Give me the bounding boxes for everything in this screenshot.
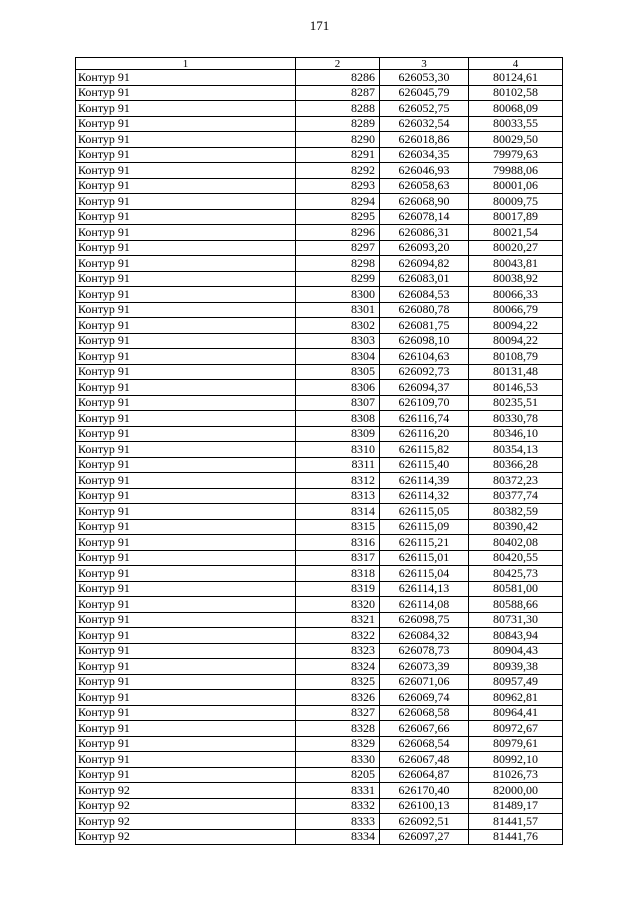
point-number-cell: 8333	[296, 814, 380, 830]
table-row	[76, 225, 563, 241]
x-coordinate-cell: 626098,75	[380, 612, 469, 628]
x-coordinate-cell: 626109,70	[380, 395, 469, 411]
contour-name-cell: Контур 91	[76, 302, 296, 318]
point-number-cell: 8292	[296, 163, 380, 179]
contour-name-cell: Контур 91	[76, 287, 296, 303]
y-coordinate-cell: 80588,66	[469, 597, 563, 613]
y-coordinate-cell: 80017,89	[469, 209, 563, 225]
x-coordinate-cell: 626114,32	[380, 488, 469, 504]
point-number-cell: 8296	[296, 225, 380, 241]
table-header	[76, 58, 563, 70]
contour-name-cell: Контур 91	[76, 147, 296, 163]
y-coordinate-cell: 80033,55	[469, 116, 563, 132]
contour-name-cell: Контур 91	[76, 519, 296, 535]
coordinates-table	[75, 57, 563, 845]
point-number-cell: 8315	[296, 519, 380, 535]
y-coordinate-cell: 80425,73	[469, 566, 563, 582]
x-coordinate-cell: 626045,79	[380, 85, 469, 101]
column-header-3: 3	[380, 58, 469, 70]
table-row	[76, 535, 563, 551]
point-number-cell: 8323	[296, 643, 380, 659]
table-row	[76, 519, 563, 535]
point-number-cell: 8313	[296, 488, 380, 504]
x-coordinate-cell: 626097,27	[380, 829, 469, 845]
y-coordinate-cell: 80366,28	[469, 457, 563, 473]
contour-name-cell: Контур 91	[76, 178, 296, 194]
column-header-1: 1	[76, 58, 296, 70]
table-row	[76, 690, 563, 706]
x-coordinate-cell: 626115,01	[380, 550, 469, 566]
contour-name-cell: Контур 91	[76, 628, 296, 644]
x-coordinate-cell: 626116,74	[380, 411, 469, 427]
table-row	[76, 411, 563, 427]
point-number-cell: 8324	[296, 659, 380, 675]
point-number-cell: 8314	[296, 504, 380, 520]
y-coordinate-cell: 81441,57	[469, 814, 563, 830]
y-coordinate-cell: 80402,08	[469, 535, 563, 551]
x-coordinate-cell: 626071,06	[380, 674, 469, 690]
point-number-cell: 8327	[296, 705, 380, 721]
x-coordinate-cell: 626058,63	[380, 178, 469, 194]
header-row	[76, 58, 563, 70]
table-row	[76, 287, 563, 303]
point-number-cell: 8300	[296, 287, 380, 303]
y-coordinate-cell: 80377,74	[469, 488, 563, 504]
x-coordinate-cell: 626115,40	[380, 457, 469, 473]
x-coordinate-cell: 626114,39	[380, 473, 469, 489]
table-row	[76, 581, 563, 597]
contour-name-cell: Контур 91	[76, 194, 296, 210]
point-number-cell: 8317	[296, 550, 380, 566]
contour-name-cell: Контур 91	[76, 504, 296, 520]
y-coordinate-cell: 80068,09	[469, 101, 563, 117]
point-number-cell: 8312	[296, 473, 380, 489]
table-row	[76, 163, 563, 179]
contour-name-cell: Контур 91	[76, 333, 296, 349]
table-row	[76, 798, 563, 814]
table-row	[76, 85, 563, 101]
y-coordinate-cell: 80131,48	[469, 364, 563, 380]
x-coordinate-cell: 626116,20	[380, 426, 469, 442]
point-number-cell: 8290	[296, 132, 380, 148]
y-coordinate-cell: 80108,79	[469, 349, 563, 365]
contour-name-cell: Контур 91	[76, 535, 296, 551]
table-row	[76, 814, 563, 830]
x-coordinate-cell: 626098,10	[380, 333, 469, 349]
y-coordinate-cell: 80102,58	[469, 85, 563, 101]
table-row	[76, 457, 563, 473]
x-coordinate-cell: 626094,82	[380, 256, 469, 272]
table-row	[76, 194, 563, 210]
x-coordinate-cell: 626084,32	[380, 628, 469, 644]
x-coordinate-cell: 626018,86	[380, 132, 469, 148]
contour-name-cell: Контур 91	[76, 101, 296, 117]
table-row	[76, 643, 563, 659]
point-number-cell: 8293	[296, 178, 380, 194]
x-coordinate-cell: 626032,54	[380, 116, 469, 132]
y-coordinate-cell: 81489,17	[469, 798, 563, 814]
y-coordinate-cell: 80979,61	[469, 736, 563, 752]
table-row	[76, 302, 563, 318]
table-body	[76, 70, 563, 845]
y-coordinate-cell: 80066,79	[469, 302, 563, 318]
y-coordinate-cell: 79979,63	[469, 147, 563, 163]
contour-name-cell: Контур 91	[76, 597, 296, 613]
point-number-cell: 8316	[296, 535, 380, 551]
table-row	[76, 364, 563, 380]
table-row	[76, 783, 563, 799]
point-number-cell: 8328	[296, 721, 380, 737]
y-coordinate-cell: 80731,30	[469, 612, 563, 628]
x-coordinate-cell: 626053,30	[380, 70, 469, 86]
y-coordinate-cell: 80124,61	[469, 70, 563, 86]
table-row	[76, 488, 563, 504]
y-coordinate-cell: 80094,22	[469, 333, 563, 349]
table-row	[76, 209, 563, 225]
contour-name-cell: Контур 91	[76, 488, 296, 504]
x-coordinate-cell: 626092,73	[380, 364, 469, 380]
point-number-cell: 8330	[296, 752, 380, 768]
point-number-cell: 8332	[296, 798, 380, 814]
point-number-cell: 8331	[296, 783, 380, 799]
x-coordinate-cell: 626046,93	[380, 163, 469, 179]
contour-name-cell: Контур 91	[76, 566, 296, 582]
point-number-cell: 8288	[296, 101, 380, 117]
table-row	[76, 736, 563, 752]
point-number-cell: 8294	[296, 194, 380, 210]
point-number-cell: 8299	[296, 271, 380, 287]
y-coordinate-cell: 80354,13	[469, 442, 563, 458]
y-coordinate-cell: 80146,53	[469, 380, 563, 396]
contour-name-cell: Контур 91	[76, 581, 296, 597]
table-row	[76, 767, 563, 783]
y-coordinate-cell: 80420,55	[469, 550, 563, 566]
y-coordinate-cell: 80346,10	[469, 426, 563, 442]
y-coordinate-cell: 80964,41	[469, 705, 563, 721]
contour-name-cell: Контур 91	[76, 395, 296, 411]
point-number-cell: 8326	[296, 690, 380, 706]
point-number-cell: 8307	[296, 395, 380, 411]
x-coordinate-cell: 626078,14	[380, 209, 469, 225]
table-row	[76, 612, 563, 628]
table-row	[76, 256, 563, 272]
table-row	[76, 380, 563, 396]
x-coordinate-cell: 626115,82	[380, 442, 469, 458]
point-number-cell: 8309	[296, 426, 380, 442]
point-number-cell: 8322	[296, 628, 380, 644]
x-coordinate-cell: 626068,54	[380, 736, 469, 752]
table-row	[76, 442, 563, 458]
table-row	[76, 426, 563, 442]
x-coordinate-cell: 626073,39	[380, 659, 469, 675]
contour-name-cell: Контур 92	[76, 798, 296, 814]
y-coordinate-cell: 80029,50	[469, 132, 563, 148]
x-coordinate-cell: 626092,51	[380, 814, 469, 830]
table-row	[76, 271, 563, 287]
x-coordinate-cell: 626100,13	[380, 798, 469, 814]
contour-name-cell: Контур 91	[76, 209, 296, 225]
table-row	[76, 566, 563, 582]
contour-name-cell: Контур 91	[76, 364, 296, 380]
y-coordinate-cell: 80843,94	[469, 628, 563, 644]
contour-name-cell: Контур 91	[76, 643, 296, 659]
x-coordinate-cell: 626115,09	[380, 519, 469, 535]
x-coordinate-cell: 626078,73	[380, 643, 469, 659]
table-row	[76, 597, 563, 613]
x-coordinate-cell: 626081,75	[380, 318, 469, 334]
contour-name-cell: Контур 91	[76, 550, 296, 566]
table-row	[76, 318, 563, 334]
contour-name-cell: Контур 91	[76, 163, 296, 179]
contour-name-cell: Контур 91	[76, 690, 296, 706]
column-header-2: 2	[296, 58, 380, 70]
column-header-4: 4	[469, 58, 563, 70]
y-coordinate-cell: 80904,43	[469, 643, 563, 659]
x-coordinate-cell: 626052,75	[380, 101, 469, 117]
y-coordinate-cell: 80020,27	[469, 240, 563, 256]
contour-name-cell: Контур 91	[76, 318, 296, 334]
point-number-cell: 8305	[296, 364, 380, 380]
y-coordinate-cell: 81441,76	[469, 829, 563, 845]
point-number-cell: 8205	[296, 767, 380, 783]
y-coordinate-cell: 80581,00	[469, 581, 563, 597]
y-coordinate-cell: 80390,42	[469, 519, 563, 535]
x-coordinate-cell: 626115,04	[380, 566, 469, 582]
table-row	[76, 705, 563, 721]
table-row	[76, 240, 563, 256]
y-coordinate-cell: 80094,22	[469, 318, 563, 334]
contour-name-cell: Контур 91	[76, 85, 296, 101]
contour-name-cell: Контур 91	[76, 349, 296, 365]
y-coordinate-cell: 80001,06	[469, 178, 563, 194]
point-number-cell: 8304	[296, 349, 380, 365]
point-number-cell: 8286	[296, 70, 380, 86]
table-row	[76, 132, 563, 148]
x-coordinate-cell: 626034,35	[380, 147, 469, 163]
contour-name-cell: Контур 91	[76, 612, 296, 628]
table-row	[76, 473, 563, 489]
contour-name-cell: Контур 91	[76, 411, 296, 427]
y-coordinate-cell: 80372,23	[469, 473, 563, 489]
contour-name-cell: Контур 92	[76, 783, 296, 799]
y-coordinate-cell: 80066,33	[469, 287, 563, 303]
point-number-cell: 8303	[296, 333, 380, 349]
contour-name-cell: Контур 91	[76, 721, 296, 737]
contour-name-cell: Контур 91	[76, 70, 296, 86]
y-coordinate-cell: 80992,10	[469, 752, 563, 768]
y-coordinate-cell: 80043,81	[469, 256, 563, 272]
point-number-cell: 8295	[296, 209, 380, 225]
table-row	[76, 829, 563, 845]
point-number-cell: 8306	[296, 380, 380, 396]
contour-name-cell: Контур 91	[76, 473, 296, 489]
contour-name-cell: Контур 92	[76, 829, 296, 845]
point-number-cell: 8321	[296, 612, 380, 628]
x-coordinate-cell: 626094,37	[380, 380, 469, 396]
x-coordinate-cell: 626093,20	[380, 240, 469, 256]
point-number-cell: 8297	[296, 240, 380, 256]
contour-name-cell: Контур 92	[76, 814, 296, 830]
point-number-cell: 8334	[296, 829, 380, 845]
x-coordinate-cell: 626067,66	[380, 721, 469, 737]
y-coordinate-cell: 80957,49	[469, 674, 563, 690]
table-row	[76, 674, 563, 690]
contour-name-cell: Контур 91	[76, 736, 296, 752]
table-row	[76, 70, 563, 86]
contour-name-cell: Контур 91	[76, 380, 296, 396]
point-number-cell: 8302	[296, 318, 380, 334]
x-coordinate-cell: 626086,31	[380, 225, 469, 241]
x-coordinate-cell: 626080,78	[380, 302, 469, 318]
table-row	[76, 395, 563, 411]
contour-name-cell: Контур 91	[76, 752, 296, 768]
contour-name-cell: Контур 91	[76, 256, 296, 272]
point-number-cell: 8320	[296, 597, 380, 613]
x-coordinate-cell: 626083,01	[380, 271, 469, 287]
contour-name-cell: Контур 91	[76, 225, 296, 241]
table-row	[76, 147, 563, 163]
x-coordinate-cell: 626069,74	[380, 690, 469, 706]
y-coordinate-cell: 82000,00	[469, 783, 563, 799]
page-number: 171	[309, 18, 330, 33]
point-number-cell: 8301	[296, 302, 380, 318]
contour-name-cell: Контур 91	[76, 271, 296, 287]
y-coordinate-cell: 80962,81	[469, 690, 563, 706]
x-coordinate-cell: 626115,21	[380, 535, 469, 551]
point-number-cell: 8325	[296, 674, 380, 690]
point-number-cell: 8329	[296, 736, 380, 752]
y-coordinate-cell: 80330,78	[469, 411, 563, 427]
x-coordinate-cell: 626104,63	[380, 349, 469, 365]
table-row	[76, 116, 563, 132]
y-coordinate-cell: 80009,75	[469, 194, 563, 210]
x-coordinate-cell: 626170,40	[380, 783, 469, 799]
table-row	[76, 178, 563, 194]
contour-name-cell: Контур 91	[76, 457, 296, 473]
contour-name-cell: Контур 91	[76, 767, 296, 783]
point-number-cell: 8311	[296, 457, 380, 473]
x-coordinate-cell: 626114,08	[380, 597, 469, 613]
table-row	[76, 349, 563, 365]
contour-name-cell: Контур 91	[76, 116, 296, 132]
y-coordinate-cell: 81026,73	[469, 767, 563, 783]
point-number-cell: 8287	[296, 85, 380, 101]
table-row	[76, 628, 563, 644]
table-row	[76, 721, 563, 737]
y-coordinate-cell: 80939,38	[469, 659, 563, 675]
y-coordinate-cell: 80972,67	[469, 721, 563, 737]
point-number-cell: 8310	[296, 442, 380, 458]
table-row	[76, 550, 563, 566]
table-row	[76, 333, 563, 349]
point-number-cell: 8308	[296, 411, 380, 427]
table-row	[76, 504, 563, 520]
contour-name-cell: Контур 91	[76, 659, 296, 675]
point-number-cell: 8319	[296, 581, 380, 597]
point-number-cell: 8318	[296, 566, 380, 582]
point-number-cell: 8289	[296, 116, 380, 132]
y-coordinate-cell: 80038,92	[469, 271, 563, 287]
table-row	[76, 659, 563, 675]
x-coordinate-cell: 626068,58	[380, 705, 469, 721]
contour-name-cell: Контур 91	[76, 240, 296, 256]
x-coordinate-cell: 626068,90	[380, 194, 469, 210]
x-coordinate-cell: 626067,48	[380, 752, 469, 768]
contour-name-cell: Контур 91	[76, 426, 296, 442]
x-coordinate-cell: 626084,53	[380, 287, 469, 303]
table-row	[76, 101, 563, 117]
y-coordinate-cell: 80382,59	[469, 504, 563, 520]
table-row	[76, 752, 563, 768]
contour-name-cell: Контур 91	[76, 705, 296, 721]
contour-name-cell: Контур 91	[76, 674, 296, 690]
y-coordinate-cell: 80021,54	[469, 225, 563, 241]
contour-name-cell: Контур 91	[76, 132, 296, 148]
point-number-cell: 8298	[296, 256, 380, 272]
point-number-cell: 8291	[296, 147, 380, 163]
x-coordinate-cell: 626114,13	[380, 581, 469, 597]
x-coordinate-cell: 626115,05	[380, 504, 469, 520]
y-coordinate-cell: 79988,06	[469, 163, 563, 179]
y-coordinate-cell: 80235,51	[469, 395, 563, 411]
contour-name-cell: Контур 91	[76, 442, 296, 458]
x-coordinate-cell: 626064,87	[380, 767, 469, 783]
